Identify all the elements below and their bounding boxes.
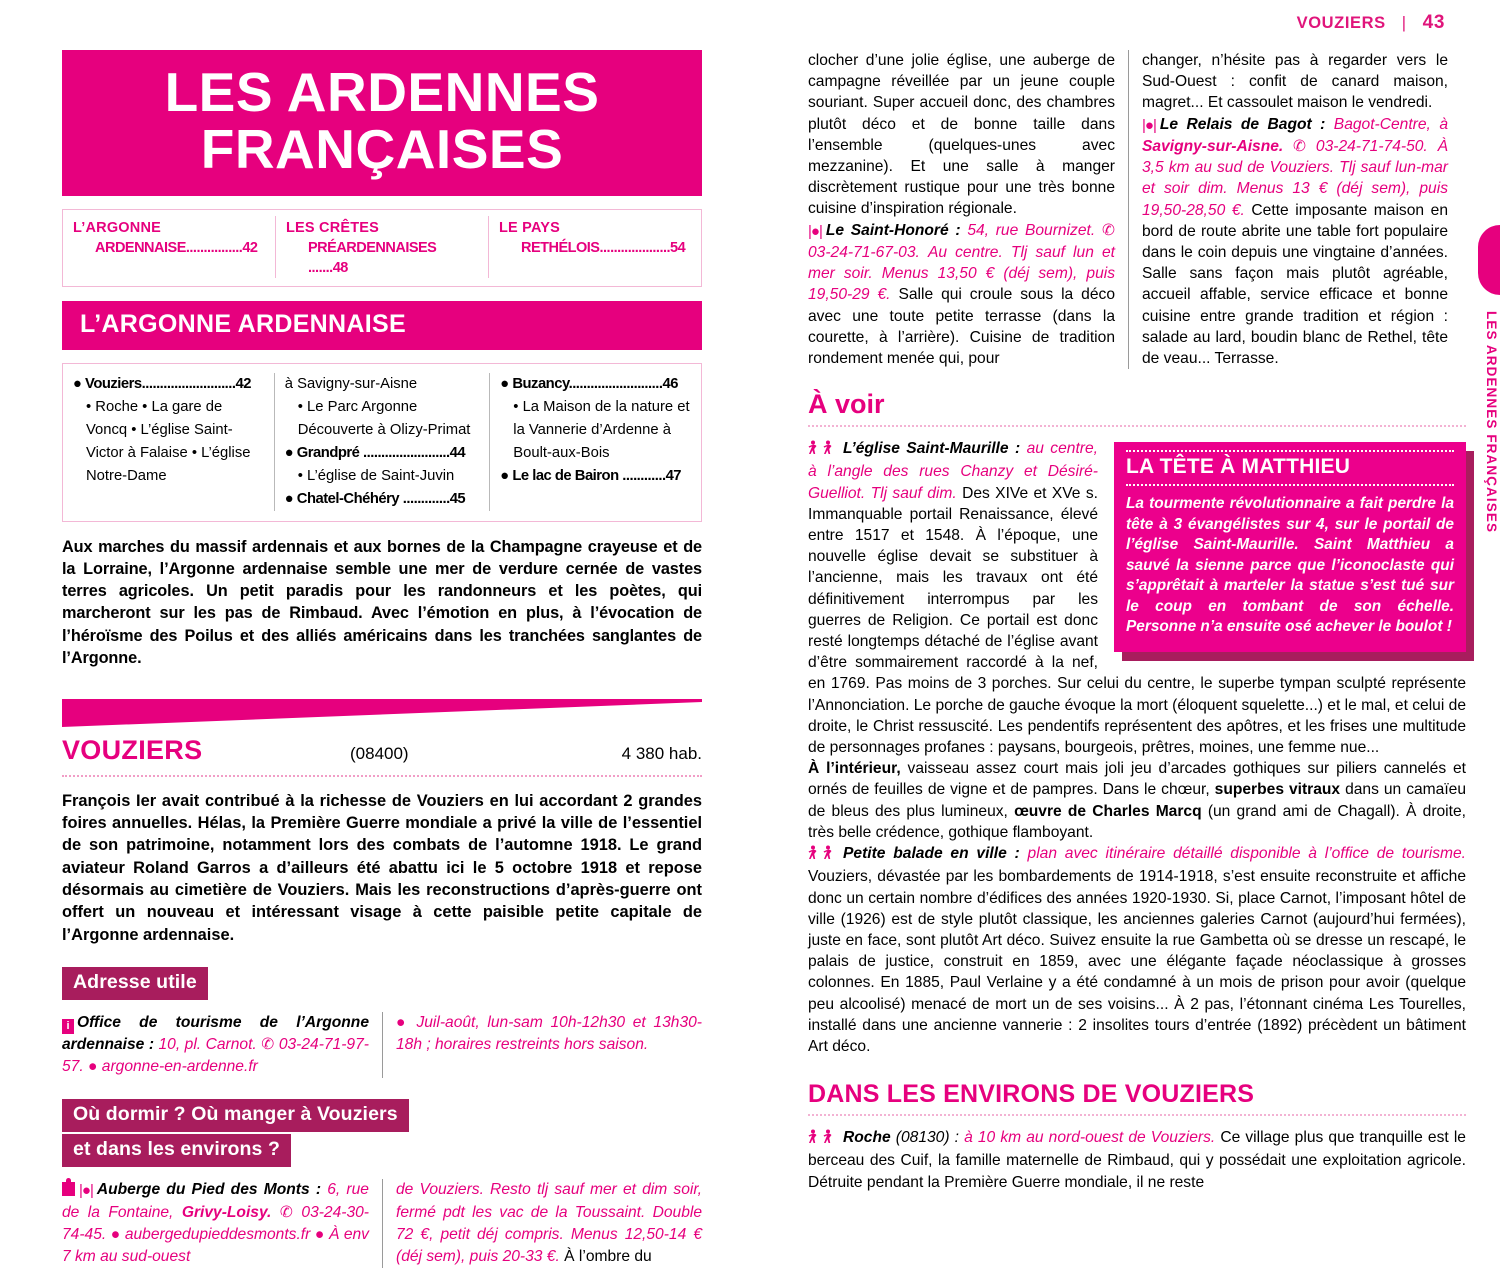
balade-description: Vouziers, dévastée par les bombardements de 1914-1918, s’est ensuite reconstruite et affiche donc un certain nombre d’édifices des années 1920-1930. Si, place Carnot, l’imposant hôtel de ville (1926) est de style plutôt classique, les anciennes galeries Carnot (aujourd’hui fermées), juste en face, sont plutôt Art déco. Suivez ensuite la rue Gambetta où se dresse un rescapé, le palais de justice, construit en 1859, avec une élégante façade néoclassique à grosses colonnes. En 1885, Paul Verlaine y a été condamné à un mois de prison pour avoir (quelque peu alcoolisé) menacé de mort un de ses voisins... À 2 pas, l’étonnant cinéma Les Tourelles, installé dans une ancienne vannerie : 2 insolites tours d’entrée (1892) précèdent un bâtiment Art déco. [808,868,1466,1055]
town-heading-wedge [62,699,702,729]
region-index-column-3 [489,373,701,511]
office-address: 10, pl. Carnot. [158,1036,257,1054]
a-voir-rule [808,425,1466,427]
relais-info: À 3,5 km au sud de Vouziers. Tlj sauf lun-mar et soir dim. Menus 13 € (déj sem), puis 19,50-28,50 €. [1142,138,1448,219]
roche-practical-info: à 10 km au nord-ouest de Vouziers. [964,1129,1216,1147]
auberge-town: Grivy-Loisy. [181,1203,272,1221]
region-intro-paragraph: Aux marches du massif ardennais et aux bornes de la Champagne crayeuse et de la Lorraine, l’Argonne ardennaise semble une mer de verdure cernée de vastes terres agricoles. Un petit paradis pour les randonneurs et les poètes, qui marcheront sur les pas de Rimbaud. Avec l’émotion en plus, à l’évocation de l’héroïsme des Poilus et des alliés américains dans les tranchées sanglantes de l’Argonne. [62,537,702,667]
office-website[interactable]: argonne-en-ardenne.fr [101,1058,258,1076]
a-voir-body [808,438,1466,1057]
two-walkers-icon [808,845,838,866]
region-index-subentry: • Roche • La gare de Voncq • L’église Saint-Victor à Falaise • L’église Notre-Dame [86,399,251,485]
roche-name: Roche [843,1129,891,1147]
toc-entry-line2: RETHÉLOIS....................54 [521,240,686,257]
eglise-description-part1: Des XIVe et XVe s. Immanquable portail Renaissance, élevé entre 1517 et 1548. À l’époque, une nouvelle église devait se substituer à l’ancienne, mais les travaux ont été définitivement interrompus par les guerres de Religion. Ce portail est donc resté longtemps détaché de l’église avant [808,484,1098,651]
saint-honore-review-continued: changer, n’hésite pas à regarder vers le Sud-Ouest : confit de canard maison, magret... Et cassoulet maison le vendredi. [1142,52,1448,112]
phone-icon: ✆ [279,1203,293,1221]
interieur-text-a: vaisseau assez court mais joli jeu d’arcades gothiques sur piliers cannelés et ornés de feuilles de vigne et de pampres. Dans le chœur, [808,760,1466,799]
bullet-icon: ● [88,1058,98,1076]
saint-honore-review: Salle qui croule sous la déco avec une toute petite terrasse (dans la courette, à l’arrière). Cuisine de tradition rondement menée qui, pour [808,286,1115,368]
phone-icon: ✆ [1101,221,1116,239]
running-head-title: VOUZIERS [1296,13,1386,32]
relais-town: Savigny-sur-Aisne. [1142,138,1284,155]
eglise-practical-info: au centre, à l’angle des rues Chanzy et Désiré-Guelliot. Tlj sauf dim. [808,440,1098,502]
roche-description: Ce village plus que tranquille est le berceau des Cuif, la famille maternelle de Rimbaud, qui y possédait une exploitation agricole. Détruite pendant la Première Guerre mondiale, il ne reste [808,1129,1466,1191]
adresse-utile-listing [62,1012,702,1078]
section-band-argonne: L’ARGONNE ARDENNAISE [62,301,702,350]
left-page-column [62,50,702,1268]
page-number: 43 [1422,12,1445,33]
region-index-entry[interactable]: ● Chatel-Chéhéry .............45 [284,490,466,507]
chapter-title-line2: FRANÇAISES [200,118,564,181]
right-column-1 [808,50,1128,369]
interieur-label: À l’intérieur, [808,760,901,778]
town-description: François Ier avait contribué à la richesse de Vouziers en lui accordant 2 grandes foires annuelles. Hélas, la Première Guerre mondiale a privé la ville de l’essentiel de son patrimoine, notamment lors des combats de l’automne 1918. Le grand aviateur Roland Garros a d’ailleurs été abattu ici le 5 octobre 1918 et repose désormais au cimetière de Vouziers. Mais les reconstructions d’après-guerre ont offert un nouveau et intéressant visage à cette paisible petite capitale de l’Argonne ardennaise. [62,791,702,944]
chapter-title-banner [62,50,702,196]
info-box-inner [1114,442,1466,651]
subheading-adresse-utile: Adresse utile [62,967,208,1000]
section-heading-environs: DANS LES ENVIRONS DE VOUZIERS [808,1080,1255,1109]
restaurant-icon: |●| [79,1182,93,1200]
region-index-entry[interactable]: ● Le lac de Bairon ............47 [500,468,682,485]
running-head-separator: | [1401,13,1407,32]
town-heading-rule [62,775,702,777]
town-name: VOUZIERS [62,734,203,765]
auberge-info-start: À env 7 km au sud-ouest [62,1225,369,1266]
chapter-edge-tab [1478,225,1500,580]
bullet-icon: ● [396,1014,409,1032]
lodging-icon [62,1182,75,1196]
auberge-review-start: À l’ombre du [564,1247,652,1265]
interieur-bold-1: superbes vitraux [1214,781,1341,799]
auberge-right [382,1179,702,1268]
office-hours: Juil-août, lun-sam 10h-12h30 et 13h30-18h ; horaires restreints hors saison. [396,1014,702,1054]
info-box-title: LA TÊTE À MATTHIEU [1126,450,1454,486]
right-top-columns [808,50,1466,369]
roche-entry [808,1127,1466,1193]
bullet-icon: ● [110,1225,121,1243]
info-box-la-tete-a-matthieu [1114,442,1466,651]
walkers-svg-icon [808,1129,838,1144]
two-walkers-icon [808,440,838,461]
subheading-ou-dormir-line1: Où dormir ? Où manger à Vouziers [62,1099,409,1132]
phone-icon: ✆ [1293,138,1307,155]
walkers-svg-icon [808,845,838,860]
region-index-entry[interactable]: ● Vouziers..........................42 [73,376,251,393]
balade-practical-info: plan avec itinéraire détaillé disponible à l’office de tourisme. [1027,845,1466,863]
right-page-column [808,50,1466,1193]
eglise-name: L’église Saint-Maurille : [843,440,1021,458]
town-heading-line [62,735,702,770]
auberge-review-continued: clocher d’une jolie église, une auberge de campagne réveillée par un jeune couple souriant. Super accueil donc, des chambres plutôt déco et de bonne taille dans l’ensemble (quelques-unes avec mezzanine). Et une salle à manger discrètement rustique pour une très bonne cuisine d’inspiration régionale. [808,52,1115,218]
toc-entry-line2: ARDENNAISE................42 [95,240,258,257]
auberge-left [62,1179,382,1268]
chapter-toc [62,209,702,287]
region-index-subentry: • La Maison de la nature et la Vannerie d’Ardenne à Boult-aux-Bois [513,399,690,462]
relais-address: Bagot-Centre, à [1333,115,1448,133]
region-index-box [62,363,702,522]
auberge-address: 6, rue de la Fontaine, [62,1181,369,1221]
region-index-entry[interactable]: ● Grandpré ........................44 [284,445,466,462]
auberge-info: de Vouziers. Resto tlj sauf mer et dim soir, fermé pdt les vac de la Toussaint. Double 72 €, petit déj compris. Menus 12,50-14 € (déj sem), puis 20-33 €. [396,1181,702,1265]
toc-entry-line1: LE PAYS [499,220,561,237]
chapter-title-line1: LES ARDENNES [164,61,600,123]
walkers-svg-icon [808,440,838,455]
interieur-bold-2: œuvre de Charles Marcq [1014,802,1202,820]
section-heading-a-voir: À voir [808,389,885,420]
auberge-website[interactable]: aubergedupieddesmonts.fr [124,1225,311,1243]
town-postcode: (08400) [350,743,409,763]
two-walkers-icon [808,1129,838,1150]
toc-entry-argonne[interactable] [63,216,275,278]
region-index-column-1 [63,373,274,511]
auberge-phone: 03-24-30-74-45. [62,1203,370,1243]
office-name: Office de tourisme de l’Argonne ardennaise : [62,1014,369,1054]
adresse-utile-left [62,1012,382,1078]
office-phone: 03-24-71-97-57. [62,1036,369,1076]
region-index-subentry: • L’église de Saint-Juvin [297,468,455,485]
interieur-text-b: dans un camaïeu de bleus des plus lumineux, [808,781,1467,820]
bullet-icon: ● [314,1225,325,1243]
toc-entry-cretes[interactable] [275,216,488,278]
region-index-subentry: à Savigny-sur-Aisne [284,376,418,393]
environs-rule [808,1114,1466,1116]
roche-postcode: (08130) : [895,1129,959,1147]
subheading-ou-dormir-line2: et dans les environs ? [62,1134,291,1167]
adresse-utile-right [382,1012,702,1078]
info-box-body: La tourmente révolutionnaire a fait perdre la tête à 3 évangélistes sur 4, sur le portail de l’église Saint-Maurille. Saint Matthieu a sauvé la sienne parce que l’iconoclaste qui s’apprêtait à marteler la statue s’est tué sur le coup en tombant de son échelle. Personne n’a ensuite osé achever le boulot ! [1126,495,1454,636]
saint-honore-info: Au centre. Tlj sauf lun et mer soir. Menus 13,50 € (déj sem), puis 19,50-29 €. [808,244,1115,304]
relais-name: Le Relais de Bagot : [1159,115,1326,133]
toc-entry-line2: PRÉARDENNAISES .......48 [308,240,437,277]
wedge-shape-icon [62,699,702,727]
relais-de-bagot-entry [1142,114,1448,370]
town-population: 4 380 hab. [621,743,702,763]
toc-entry-line1: L’ARGONNE [73,220,161,237]
auberge-listing [62,1179,702,1268]
info-icon: i [62,1019,74,1034]
saint-honore-phone: 03-24-71-67-03. [808,244,920,262]
edge-tab-label: LES ARDENNES FRANÇAISES [1484,311,1499,534]
region-index-entry[interactable]: ● Buzancy..........................46 [500,376,678,393]
restaurant-icon: |●| [1142,116,1156,134]
region-index-subentry: • Le Parc Argonne Découverte à Olizy-Primat [297,399,471,439]
interieur-text-c: (un grand ami de Chagall). À droite, très belle crédence, gothique flamboyant. [808,802,1466,841]
phone-icon: ✆ [261,1036,275,1054]
toc-entry-line1: LES CRÊTES [286,220,380,237]
toc-entry-rethelois[interactable] [488,216,701,278]
relais-review: Cette imposante maison en bord de route abrite une table fort populaire dans le coin depuis une vingtaine d’années. Salle sans façon mais plutôt agréable, accueil affable, service efficace et bonne cuisine entre grande tradition et région : salade au lard, boudin blanc de Rethel, tête de veau... Terrasse. [1142,201,1448,368]
region-index-column-2 [274,373,490,511]
auberge-name: Auberge du Pied des Monts : [96,1181,322,1199]
restaurant-icon: |●| [808,222,822,240]
saint-honore-address: 54, rue Bournizet. [967,221,1096,239]
edge-tab-blob-icon [1478,225,1500,295]
saint-honore-name: Le Saint-Honoré : [825,221,961,239]
eglise-description-part2: d’être sommairement raccordé à la nef, en 1769. Pas moins de 3 porches. Sur celui du centre, le superbe tympan sculpté représente l’Annonciation. Le porche de gauche évoque la mort (éloquent squelette...) et le mal, et celui de droite, le Christ ressuscité. Les pendentifs représentent des apôtres, et les frises une multitude de personnages profanes : paysans, bourgeois, prêtres, moines, une femme nue... [808,654,1466,757]
relais-phone: 03-24-71-74-50. [1315,138,1428,155]
right-column-2 [1128,50,1448,369]
balade-name: Petite balade en ville : [843,845,1020,863]
saint-honore-entry [808,220,1115,370]
